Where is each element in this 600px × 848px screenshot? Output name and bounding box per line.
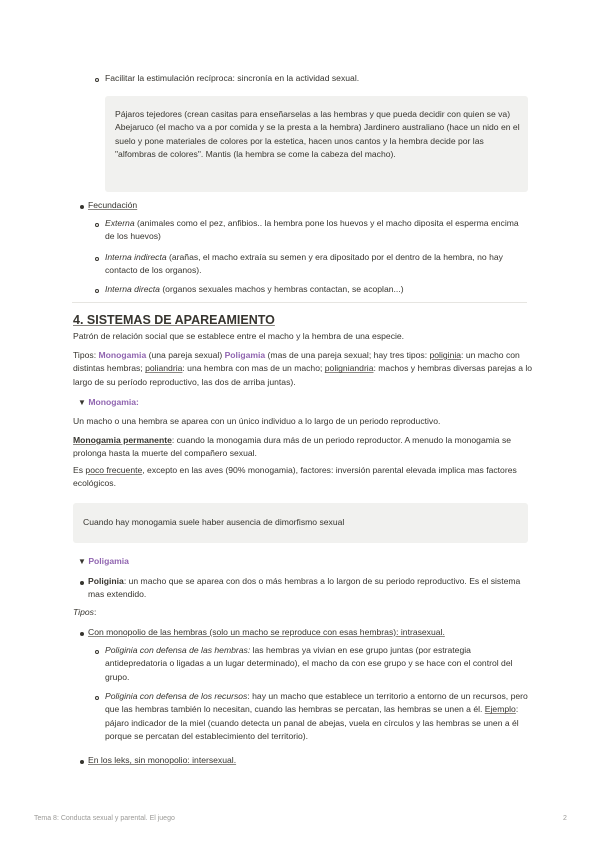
list-item-interna-directa: Interna directa (organos sexuales machos y hembras contactan, se acoplan...) [105, 284, 404, 294]
tipos-label: Tipos: [73, 607, 97, 617]
callout-monogamia [73, 503, 528, 543]
triangle-down-icon[interactable]: ▼ [78, 557, 86, 566]
list-item-defensa-recursos: Poliginia con defensa de los recursos: hay un macho que establece un territorio a entorno de un recursos, pero que las hembras también lo necesitan, cuando las hembras se percatan, las hembras se unen a él. Ejemplo: pájaro indicador de la miel (cuando detecta un panal de abejas, vuela en círculos y las hembras se unen a él porque se percatan del establecimiento del territorio). [105, 691, 528, 742]
list-item-poliginia: Poliginia: un macho que se aparea con dos o más hembras a lo largon de su periodo reproductivo. Es el sistema mas extendido. [88, 576, 521, 600]
section-intro: Patrón de relación social que se establece entre el macho y la hembra de una especie. [73, 331, 405, 341]
toggle-label: Poligamia [88, 556, 129, 566]
bullet-icon [80, 581, 84, 585]
toggle-poligamia[interactable] [78, 555, 129, 568]
bullet-icon [80, 205, 84, 209]
bullet-icon [80, 760, 84, 764]
list-item-stimulation: Facilitar la estimulación recíproca: sincronía en la actividad sexual. [105, 73, 360, 83]
list-item-monopolio: Con monopolio de las hembras (solo un macho se reproduce con esas hembras): intrasexual. [88, 627, 445, 637]
toggle-label: Monogamia: [88, 397, 139, 407]
bullet-icon [95, 223, 99, 227]
section-heading: 4. SISTEMAS DE APAREAMIENTO [73, 313, 275, 327]
footer-title: Tema 8: Conducta sexual y parental. El juego [34, 815, 175, 822]
bullet-icon [95, 696, 99, 700]
list-item-interna-indirecta: Interna indirecta (arañas, el macho extraía su semen y era dipositado por el dentro de la hembra, no hay contacto de los organos). [105, 252, 503, 276]
triangle-down-icon[interactable]: ▼ [78, 398, 86, 407]
types-paragraph: Tipos: Monogamia (una pareja sexual) Poligamia (mas de una pareja sexual; hay tres tipos: poliginia: un macho con distintas hembras; poliandria: una hembra con mas de un macho; poligniandria: machos y hembras diversas parejas a lo largo de su período reproductivo, las dos de arriba juntas). [73, 350, 533, 387]
bullet-icon [95, 257, 99, 261]
bullet-icon [80, 632, 84, 636]
list-item-defensa-hembras: Poliginia con defensa de las hembras: las hembras ya vivian en ese grupo juntas (por estrategia antidepredatoria o ligadas a un lugar determinado), el macho da con ese grupo y se hace con el control del grupo. [105, 645, 513, 682]
callout-text: Pájaros tejedores (crean casitas para enseñarselas a las hembras y que pueda decidir con quien se va) Abejaruco (el macho va a por comida y se la presta a la hembra) Jardinero australiano (hace un nido en el suelo y pone materiales de colores por la estetica, hacen unos cantos y la hembra decide por las "alfombras de colores". Mantis (la hembra se come la cabeza del macho). [115, 109, 520, 160]
toggle-monogamia[interactable] [78, 396, 139, 409]
callout-text: Cuando hay monogamia suele haber ausencia de dimorfismo sexual [83, 517, 345, 527]
list-item-fecundacion: Fecundación [88, 200, 138, 210]
footer-page-number: 2 [563, 815, 567, 822]
bullet-icon [95, 650, 99, 654]
mono-permanente: Monogamia permanente: cuando la monogamia dura más de un periodo reproductor. A menudo la monogamia se prolonga hasta la muerte del compañero sexual. [73, 435, 512, 459]
callout-birds [105, 96, 528, 192]
mono-definition: Un macho o una hembra se aparea con un único individuo a lo largo de un periodo reproductivo. [73, 416, 441, 426]
bullet-icon [95, 289, 99, 293]
divider [72, 302, 527, 303]
bullet-icon [95, 78, 99, 82]
mono-frecuencia: Es poco frecuente, excepto en las aves (90% monogamia), factores: inversión parental elevada implica mas factores ecológicos. [73, 465, 517, 489]
list-item-externa: Externa (animales como el pez, anfibios.. la hembra pone los huevos y el macho diposita el esperma encima de los huevos) [105, 218, 519, 242]
list-item-leks: En los leks, sin monopolio: intersexual. [88, 755, 237, 765]
